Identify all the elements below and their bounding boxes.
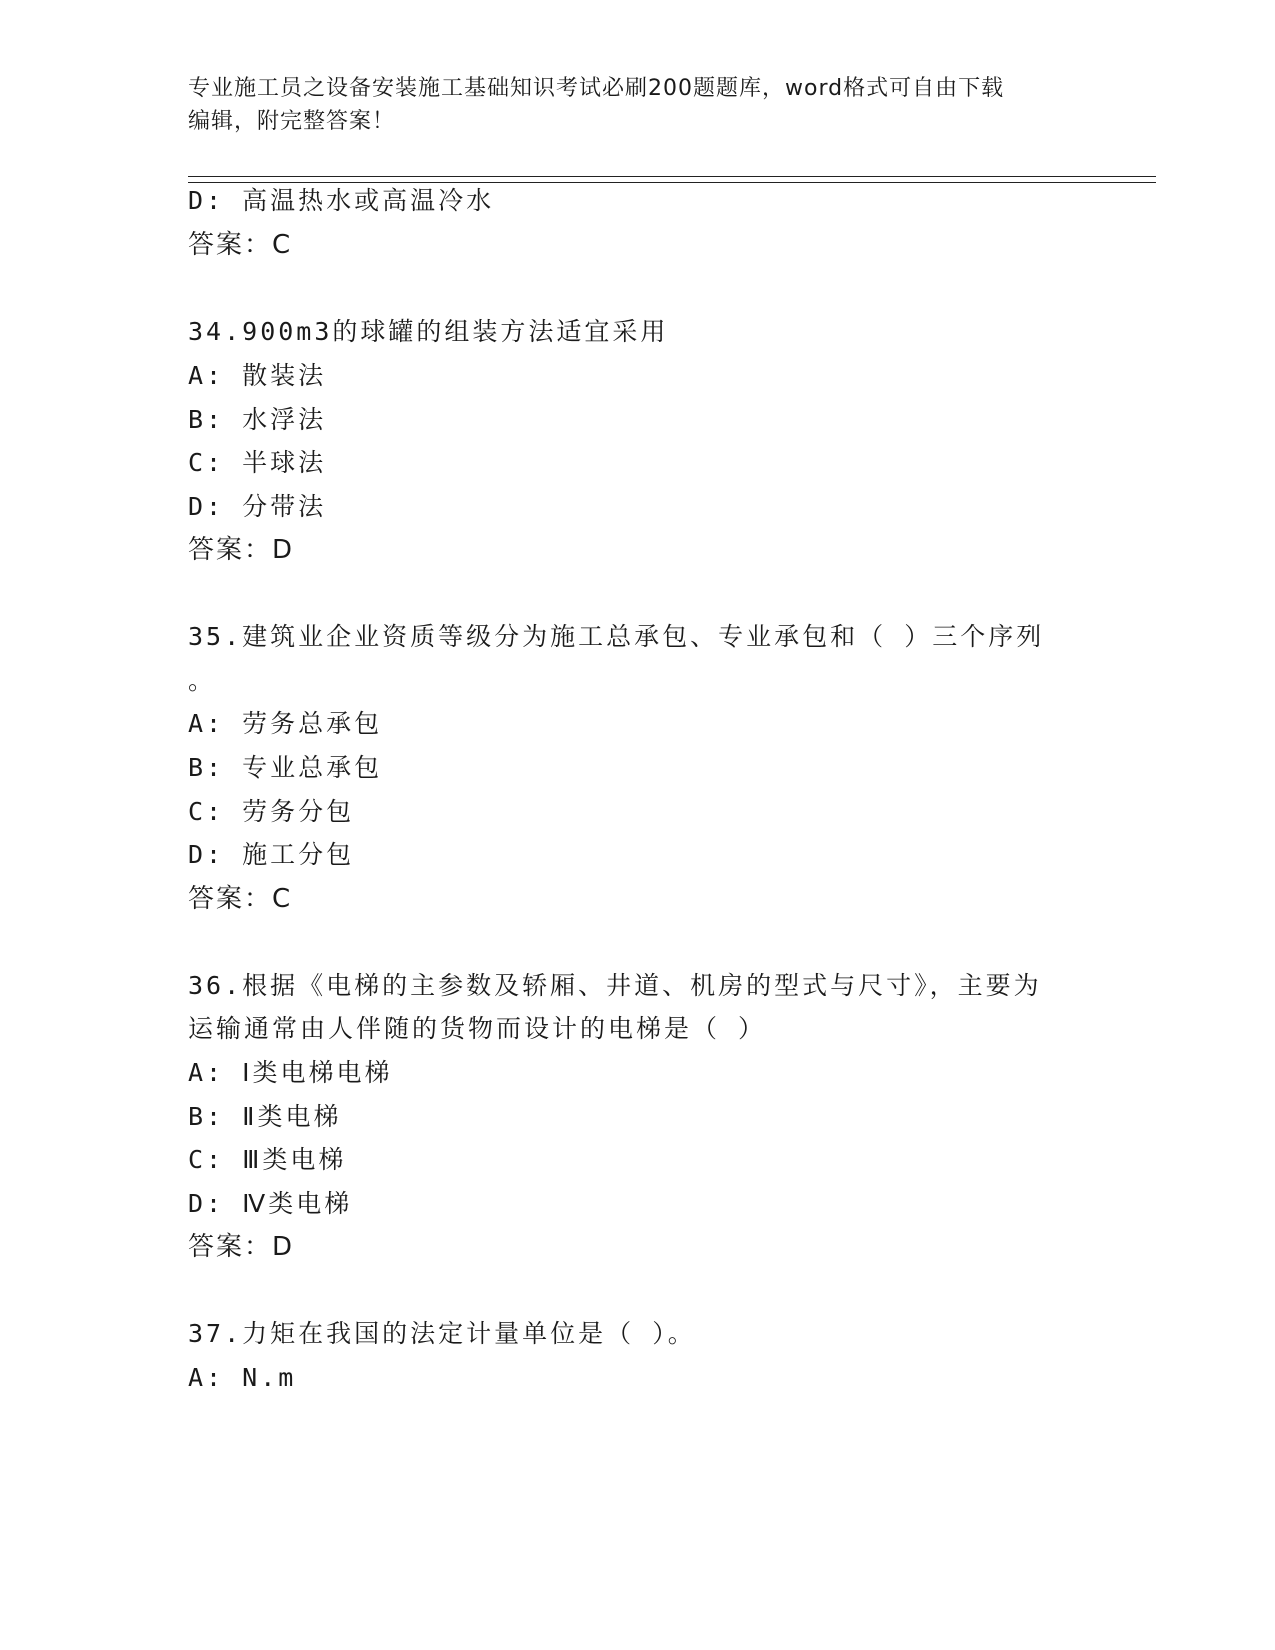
q34-option-c: C: 半球法 [188,448,327,477]
q35-question-line1: 35.建筑业企业资质等级分为施工总承包、专业承包和（ ）三个序列 [188,622,1045,651]
q36-option-c: C: Ⅲ类电梯 [188,1145,347,1174]
q37-question: 37.力矩在我国的法定计量单位是（ ）。 [188,1319,696,1348]
document-header [188,72,1078,138]
q35-answer: 答案：C [188,884,293,914]
q34-option-b: B: 水浮法 [188,405,327,434]
q33-answer: 答案：C [188,230,293,260]
q33-option-d: D: 高温热水或高温冷水 [188,186,495,215]
header-title-line2: 编辑，附完整答案！ [188,109,396,134]
q35-option-d: D: 施工分包 [188,840,355,869]
q35-question-line2: 。 [188,666,217,695]
q35-option-b: B: 专业总承包 [188,753,383,782]
header-title-line1: 专业施工员之设备安装施工基础知识考试必刷200题题库，word格式可自由下载 [188,76,1005,101]
q36-question-line2: 运输通常由人伴随的货物而设计的电梯是（ ） [188,1014,767,1043]
header-divider-bottom [188,182,1156,183]
q34-option-d: D: 分带法 [188,492,327,521]
q34-question: 34.900m3的球罐的组装方法适宜采用 [188,317,669,346]
header-divider-top [188,176,1156,177]
q36-option-b: B: Ⅱ类电梯 [188,1102,342,1131]
q35-option-c: C: 劳务分包 [188,797,355,826]
q35-option-a: A: 劳务总承包 [188,709,383,738]
q36-option-a: A: Ⅰ类电梯电梯 [188,1058,393,1087]
q36-question-line1: 36.根据《电梯的主参数及轿厢、井道、机房的型式与尺寸》，主要为 [188,971,1042,1000]
q36-answer: 答案：D [188,1232,295,1262]
q37-option-a: A: N.m [188,1363,297,1392]
q34-answer: 答案：D [188,535,295,565]
q34-option-a: A: 散装法 [188,361,327,390]
q36-option-d: D: Ⅳ类电梯 [188,1189,353,1218]
